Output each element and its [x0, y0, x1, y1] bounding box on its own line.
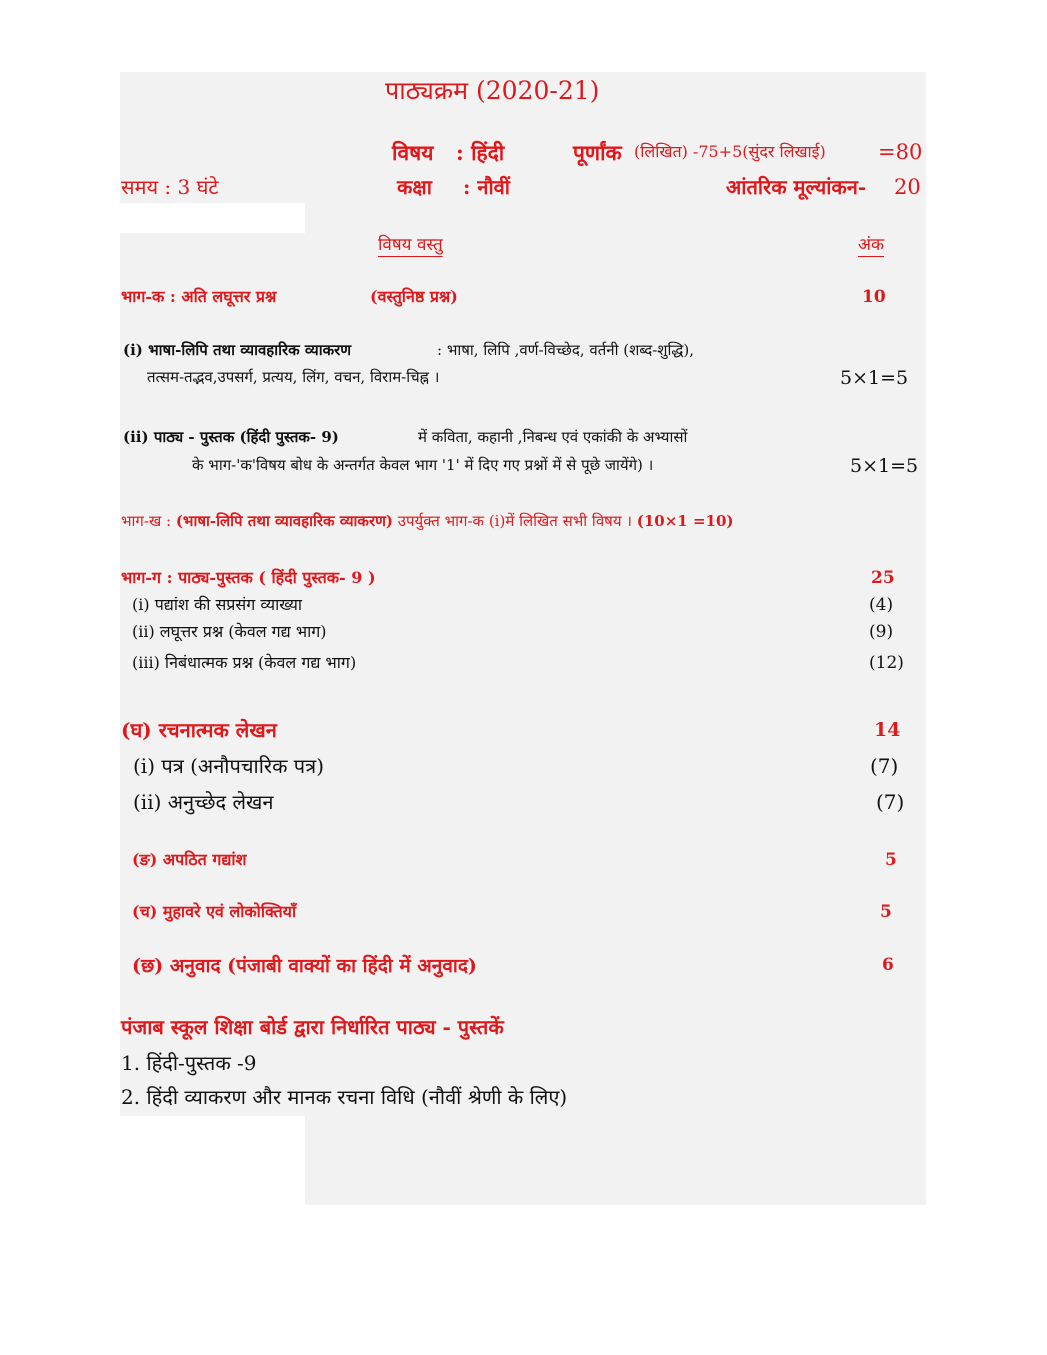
books-heading: पंजाब स्कूल शिक्षा बोर्ड द्वारा निर्धारित पाठ्य - पुस्तकें [121, 1015, 504, 1039]
part-c-item-marks: (12) [869, 653, 904, 673]
part-d-heading: (घ) रचनात्मक लेखन [121, 718, 277, 742]
part-a-item1-text2: तत्सम-तद्भव,उपसर्ग, प्रत्यय, लिंग, वचन, विराम-चिह्न । [147, 368, 440, 386]
part-c-item-marks: (4) [869, 595, 894, 615]
part-d-marks: 14 [874, 719, 901, 741]
class-label: कक्षा [397, 175, 432, 199]
part-b-prefix: भाग-ख : [121, 512, 176, 530]
part-f-marks: 5 [880, 902, 892, 922]
class-value: : नौवीं [463, 175, 510, 199]
page-title: पाठ्यक्रम (2020-21) [385, 76, 600, 105]
part-c-item: (iii) निबंधात्मक प्रश्न (केवल गद्य भाग) [132, 653, 357, 672]
subject-value: : हिंदी [456, 140, 505, 165]
part-a-heading: भाग-क : अति लघूत्तर प्रश्न [121, 287, 277, 306]
part-d-item-marks: (7) [876, 790, 905, 814]
part-c-item: (i) पद्यांश की सप्रसंग व्याख्या [132, 595, 302, 614]
part-a-item2-text2: के भाग-'क'विषय बोध के अन्तर्गत केवल भाग '1' में दिए गए प्रश्नों में से पूछे जायेंगे) । [192, 456, 654, 474]
part-c-heading: भाग-ग : पाठ्य-पुस्तक ( हिंदी पुस्तक- 9 ) [121, 568, 376, 587]
part-g-marks: 6 [882, 955, 894, 975]
part-d-item-marks: (7) [870, 754, 899, 778]
part-b-marks: (10×1 =10) [636, 512, 734, 530]
part-b-bold: (भाषा-लिपि तथा व्यावहारिक व्याकरण) [175, 512, 394, 530]
part-c-marks: 25 [871, 568, 895, 588]
part-a-heading-note: (वस्तुनिष्ठ प्रश्न) [370, 287, 458, 306]
part-a-item1-marks: 5×1=5 [840, 367, 909, 389]
part-d-item: (ii) अनुच्छेद लेखन [133, 790, 274, 814]
part-a-item2-marks: 5×1=5 [850, 455, 919, 477]
internal-assessment-value: 20 [894, 175, 921, 199]
part-a-item1-text: : भाषा, लिपि ,वर्ण-विच्छेद, वर्तनी (शब्द-शुद्धि), [437, 341, 694, 359]
part-e-marks: 5 [885, 850, 897, 870]
part-a-item2-label: (ii) पाठ्य - पुस्तक (हिंदी पुस्तक- 9) [123, 428, 339, 446]
part-g-heading: (छ) अनुवाद (पंजाबी वाक्यों का हिंदी में अनुवाद) [132, 955, 477, 977]
part-d-item: (i) पत्र (अनौपचारिक पत्र) [133, 754, 324, 778]
part-f-heading: (च) मुहावरे एवं लोकोक्तियाँ [132, 902, 297, 921]
internal-assessment-label: आंतरिक मूल्यांकन- [726, 175, 867, 199]
total-value: =80 [878, 140, 923, 164]
part-b-text: उपर्युक्त भाग-क (i)में लिखित सभी विषय । [393, 512, 637, 530]
subject-label: विषय [392, 140, 434, 165]
book-item: 2. हिंदी व्याकरण और मानक रचना विधि (नौवीं श्रेणी के लिए) [121, 1085, 568, 1109]
part-e-heading: (ङ) अपठित गद्यांश [132, 850, 247, 869]
part-a-item1-label: (i) भाषा-लिपि तथा व्यावहारिक व्याकरण [123, 341, 352, 359]
part-c-item: (ii) लघूत्तर प्रश्न (केवल गद्य भाग) [132, 622, 327, 641]
exam-time: समय : 3 घंटे [121, 175, 219, 199]
book-item: 1. हिंदी-पुस्तक -9 [121, 1051, 257, 1075]
column-header-marks: अंक [858, 235, 885, 255]
part-a-item2-text: में कविता, कहानी ,निबन्ध एवं एकांकी के अभ्यासों [418, 428, 688, 446]
column-header-content: विषय वस्तु [378, 235, 443, 255]
part-b-line [121, 514, 734, 529]
total-label: पूर्णांक [573, 140, 622, 165]
total-detail: (लिखित) -75+5(सुंदर लिखाई) [634, 142, 826, 161]
part-c-item-marks: (9) [869, 622, 894, 642]
part-a-marks: 10 [862, 287, 886, 307]
